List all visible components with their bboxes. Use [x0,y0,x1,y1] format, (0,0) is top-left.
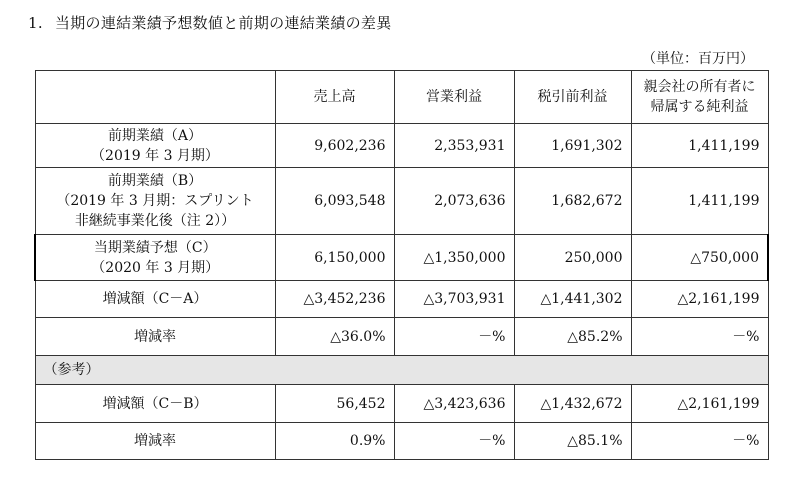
row-label [35,235,275,281]
header-revenue: 売上高 [275,71,394,124]
header-net-income-line1: 親会社の所有者に [643,79,756,95]
value-cell: 250,000 [514,235,631,281]
value-cell: △3,452,236 [275,281,394,318]
row-label-line: （2019 年 3 月期） [91,147,219,164]
value-cell: △3,423,636 [394,385,514,423]
row-label: 増減額（C－B） [35,385,275,423]
row-label [35,168,275,235]
value-cell: 6,093,548 [275,168,394,235]
value-cell: 6,150,000 [275,235,394,281]
header-operating-income: 営業利益 [394,71,514,124]
value-cell: 2,073,636 [394,168,514,235]
table-row-prior-a [35,124,768,168]
section-heading [28,12,392,33]
value-cell: 1,411,199 [631,124,768,168]
value-cell: △1,432,672 [514,385,631,423]
value-cell: △750,000 [631,235,768,281]
header-net-income [631,71,768,124]
table-row-change-ca [35,281,768,318]
header-blank-cell [35,71,275,124]
value-cell: △3,703,931 [394,281,514,318]
reference-row [35,356,768,385]
value-cell: －% [394,318,514,356]
row-label: 増減率 [35,318,275,356]
value-cell: △2,161,199 [631,281,768,318]
value-cell: －% [394,423,514,460]
table-row-prior-b [35,168,768,235]
header-pretax-income: 税引前利益 [514,71,631,124]
value-cell: 56,452 [275,385,394,423]
row-label: 増減率 [35,423,275,460]
row-label: 増減額（C－A） [35,281,275,318]
value-cell: △1,441,302 [514,281,631,318]
header-net-income-line2: 帰属する純利益 [650,99,749,115]
section-number: 1. [28,14,43,32]
forecast-comparison-table [34,70,769,460]
value-cell: 2,353,931 [394,124,514,168]
row-label-line: 前期業績（A） [107,127,203,144]
value-cell: －% [631,423,768,460]
table-row-rate-ca [35,318,768,356]
value-cell: 1,682,672 [514,168,631,235]
value-cell: 9,602,236 [275,124,394,168]
table-row-current-forecast [35,235,768,281]
row-label [35,124,275,168]
row-label-line: 当期業績予想（C） [93,239,217,256]
value-cell: 1,691,302 [514,124,631,168]
reference-label: （参考） [35,356,768,385]
row-label-line: （2019 年 3 月期：スプリント [56,193,254,209]
value-cell: △85.2% [514,318,631,356]
value-cell: △1,350,000 [394,235,514,281]
value-cell: △2,161,199 [631,385,768,423]
table-row-change-cb [35,385,768,423]
table-row-rate-cb [35,423,768,460]
section-title: 当期の連結業績予想数値と前期の連結業績の差異 [54,14,392,32]
value-cell: 0.9% [275,423,394,460]
header-row [35,71,768,124]
row-label-line: （2020 年 3 月期） [91,259,220,276]
unit-note: （単位：百万円） [642,51,754,67]
value-cell: －% [631,318,768,356]
value-cell: △36.0% [275,318,394,356]
row-label-line: 前期業績（B） [107,173,203,189]
value-cell: 1,411,199 [631,168,768,235]
value-cell: △85.1% [514,423,631,460]
row-label-line: 非継続事業化後（注 2）） [74,213,236,229]
